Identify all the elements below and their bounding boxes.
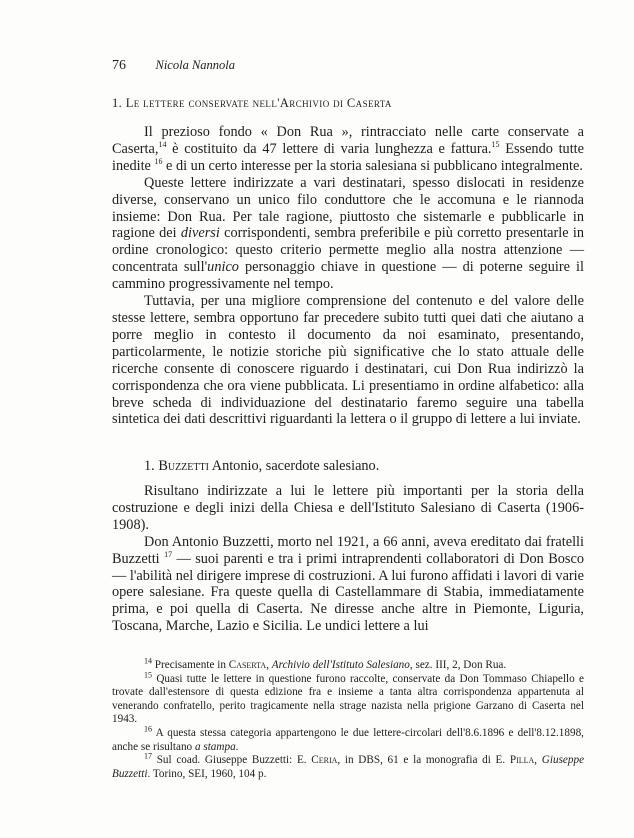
footnote-ref: 17 [164,549,173,559]
paragraph: Il prezioso fondo « Don Rua », rintracciato nelle carte conservate a Caserta,$^{14}$ è costituito da 47 lettere di varia lunghezza e fattura.$^{15}$ Essendo tutte inedite $^{16}$ e di un certo interesse per la storia salesiana si pubblicano integralmente. [112,124,584,174]
footnote-ref: 15 [491,140,500,150]
subsection-title: 1. Buzzetti Antonio, sacerdote salesiano. [144,458,380,474]
running-header [112,58,235,74]
footnote-15: $^{15}$ Quasi tutte le lettere in questione furono raccolte, conservate da Don Tommaso Chiapello e trovate dall'estensore di questa edizione fra e insieme a tanta altra corrispondenza appartenuta al venerando confratello, perito tragicamente nella strage nazista nella prigione Garzano di Caserta nel 1943. [112,669,584,726]
footnotes [112,656,585,781]
footnote-ref: 14 [158,140,167,150]
paragraph: Queste lettere indirizzate a vari destinatari, spesso dislocati in residenze diverse, conservano un unico filo conduttore che le accomuna e le riannoda insieme: Don Rua. Per tale ragione, piuttosto che sistemarle e pubblicarle in ragione dei diversi corrispondenti, sembra preferibile e più corretto presentarle in ordine cronologico: questo criterio permette meglio alla nostra attenzione — concentrata sull'unico personaggio chiave in questione — di poterne seguire il cammino progressivamente nel tempo. [112,174,584,293]
running-author: Nicola Nannola [155,58,236,72]
body-text-section-1 [112,124,584,428]
page-number: 76 [112,58,126,73]
paragraph: Risultano indirizzate a lui le lettere più importanti per la storia della costruzione e degli inizi della Chiesa e dell'Istituto Salesiano di Caserta (1906-1908). [112,483,584,533]
footnote-ref: 16 [154,157,163,167]
section-title: 1. Le lettere conservate nell'Archivio di Caserta [112,96,392,110]
paragraph: Don Antonio Buzzetti, morto nel 1921, a 66 anni, aveva ereditato dai fratelli Buzzetti $^{17}$ — suoi parenti e tra i primi intraprendenti collaboratori di Don Bosco — l'abilità nel dirigere imprese di costruzioni. A lui furono affidati i lavori di varie opere salesiane. Fra queste quella di Castellammare di Stabia, immediatamente prima, e poi quella di Caserta. Ne diresse anche altre in Piemonte, Liguria, Toscana, Marche, Lazio e Sicilia. Le undici lettere a lui [112,533,584,635]
footnote-14: $^{14}$ Precisamente in Caserta, Archivio dell'Istituto Salesiano, sez. III, 2, Don Rua. [144,656,507,671]
paragraph: Tuttavia, per una migliore comprensione del contenuto e del valore delle stesse lettere, sembra opportuno far precedere subito tutti quei dati che aiutano a porre meglio in contesto il documento da noi esaminato, presentando, particolarmente, le notizie storiche più significative che lo stato attuale delle ricerche consente di conoscere riguardo i destinatari, cui Don Rua indirizzò la corrispondenza che ora viene pubblicata. Li presentiamo in ordine alfabetico: alla breve scheda di individuazione del destinatario faremo seguire una tabella sintetica dei dati descrittivi riguardanti la lettera o il gruppo di lettere a lui inviate. [112,293,584,428]
footnote-17: $^{17}$ Sul coad. Giuseppe Buzzetti: E. Ceria, in DBS, 61 e la monografia di E. Pilla, Giuseppe Buzzetti. Torino, SEI, 1960, 104 p. [112,751,585,780]
body-text-buzzetti [112,483,584,635]
footnote-16: $^{16}$ A questa stessa categoria appartengono le due lettere-circolari dell'8.6.1896 e dell'8.12.1898, anche se risultano a stampa. [112,724,584,753]
